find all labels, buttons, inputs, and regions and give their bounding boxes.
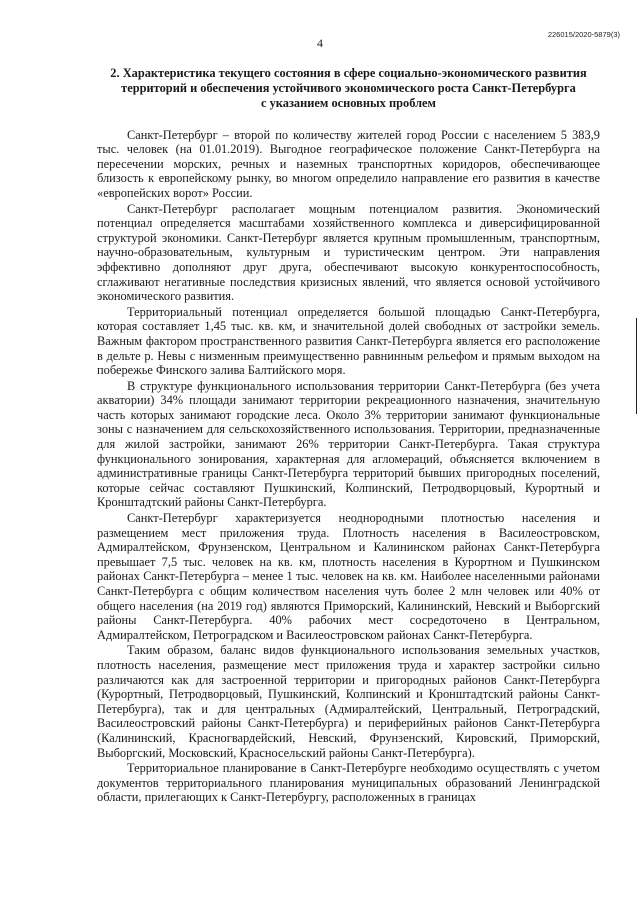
margin-line: [636, 318, 637, 414]
paragraph: Территориальный потенциал определяется большой площадью Санкт-Петербурга, которая составляет 1,45 тыс. кв. км, и значительной долей свободных от застройки земель. Важным фактором пространственного развития Санкт-Петербурга является его расположение в дельте р. Невы с низменным преимущественно равнинным рельефом и прямым выходом на побережье Финского залива Балтийского моря.: [97, 304, 600, 378]
document-id: 226015/2020-5879(3): [547, 30, 620, 39]
paragraph: Территориальное планирование в Санкт-Петербурге необходимо осуществлять с учетом документов территориального планирования муниципальных образований Ленинградской области, прилегающих к Санкт-Петербургу, расположенных в границах: [97, 761, 600, 805]
paragraph: Санкт-Петербург располагает мощным потенциалом развития. Экономический потенциал определяется масштабами хозяйственного комплекса и диверсифицированной структурой экономики. Санкт-Петербург является крупным промышленным, транспортным, научно-образовательным, культурным и туристическим центром. Эти направления эффективно дополняют друг друга, обеспечивают высокую конкурентоспособность, сглаживают негативные последствия кризисных явлений, что является основой устойчивого экономического развития.: [97, 201, 600, 304]
paragraph: Санкт-Петербург – второй по количеству жителей город России с населением 5 383,9 тыс. человек (на 01.01.2019). Выгодное географическое положение Санкт-Петербурга на пересечении морских, речных и наземных транспортных коридоров, обеспечивающее близость к европейскому рынку, во многом определило направление его развития в качестве «европейских ворот» России.: [97, 127, 600, 200]
section-heading: [97, 66, 600, 112]
document-body: [97, 66, 600, 806]
heading-line: 2. Характеристика текущего состояния в сфере социально-экономического развития: [110, 66, 587, 80]
paragraph: В структуре функционального использования территории Санкт-Петербурга (без учета акватории) 34% площади занимают территории рекреационного назначения, значительную часть которых занимают городские леса. Около 3% территории занимают функциональные зоны с назначением для сельскохозяйственного использования. Территории, предназначенные для жилой застройки, занимают 26% территории Санкт-Петербурга. Такая структура функционального зонирования, характерная для агломераций, объясняется включением в административные границы Санкт-Петербурга территорий бывших пригородных поселений, которые сейчас составляют Пушкинский, Колпинский, Петродворцовый, Курортный и Кронштадтский районы Санкт-Петербурга.: [97, 378, 600, 510]
heading-line: территорий и обеспечения устойчивого экономического роста Санкт-Петербурга: [121, 81, 576, 96]
heading-line: с указанием основных проблем: [261, 96, 436, 111]
paragraph: Санкт-Петербург характеризуется неоднородными плотностью населения и размещением мест приложения труда. Плотность населения в Василеостровском, Адмиралтейском, Фрунзенском, Центральном и Калининском районах Санкт-Петербурга превышает 7,5 тыс. человек на кв. км, плотность населения в Курортном и Пушкинском районах Санкт-Петербурга – менее 1 тыс. человек на кв. км. Наиболее населенными районами Санкт-Петербурга с общим количеством населения чуть более 2 млн человек или 40% от общего населения (на 2019 год) являются Приморский, Калининский, Невский и Выборгский районы Санкт-Петербурга. 40% рабочих мест сосредоточено в Центральном, Адмиралтейском, Петроградском и Василеостровском районах Санкт-Петербурга.: [97, 511, 600, 642]
page-number: 4: [317, 36, 323, 50]
paragraph: Таким образом, баланс видов функционального использования земельных участков, плотность населения, размещение мест приложения труда и характер застройки сильно различаются как для застроенной территории и пригородных районов Санкт-Петербурга (Курортный, Петродворцовый, Пушкинский, Колпинский и Кронштадтский районы Санкт-Петербурга), так и для центральных (Адмиралтейский, Центральный, Петроградский, Василеостровский районы Санкт-Петербурга) и периферийных районов Санкт-Петербурга (Калининский, Красногвардейский, Невский, Фрунзенский, Кировский, Приморский, Выборгский, Московский, Красносельский районы Санкт-Петербурга).: [97, 643, 600, 760]
